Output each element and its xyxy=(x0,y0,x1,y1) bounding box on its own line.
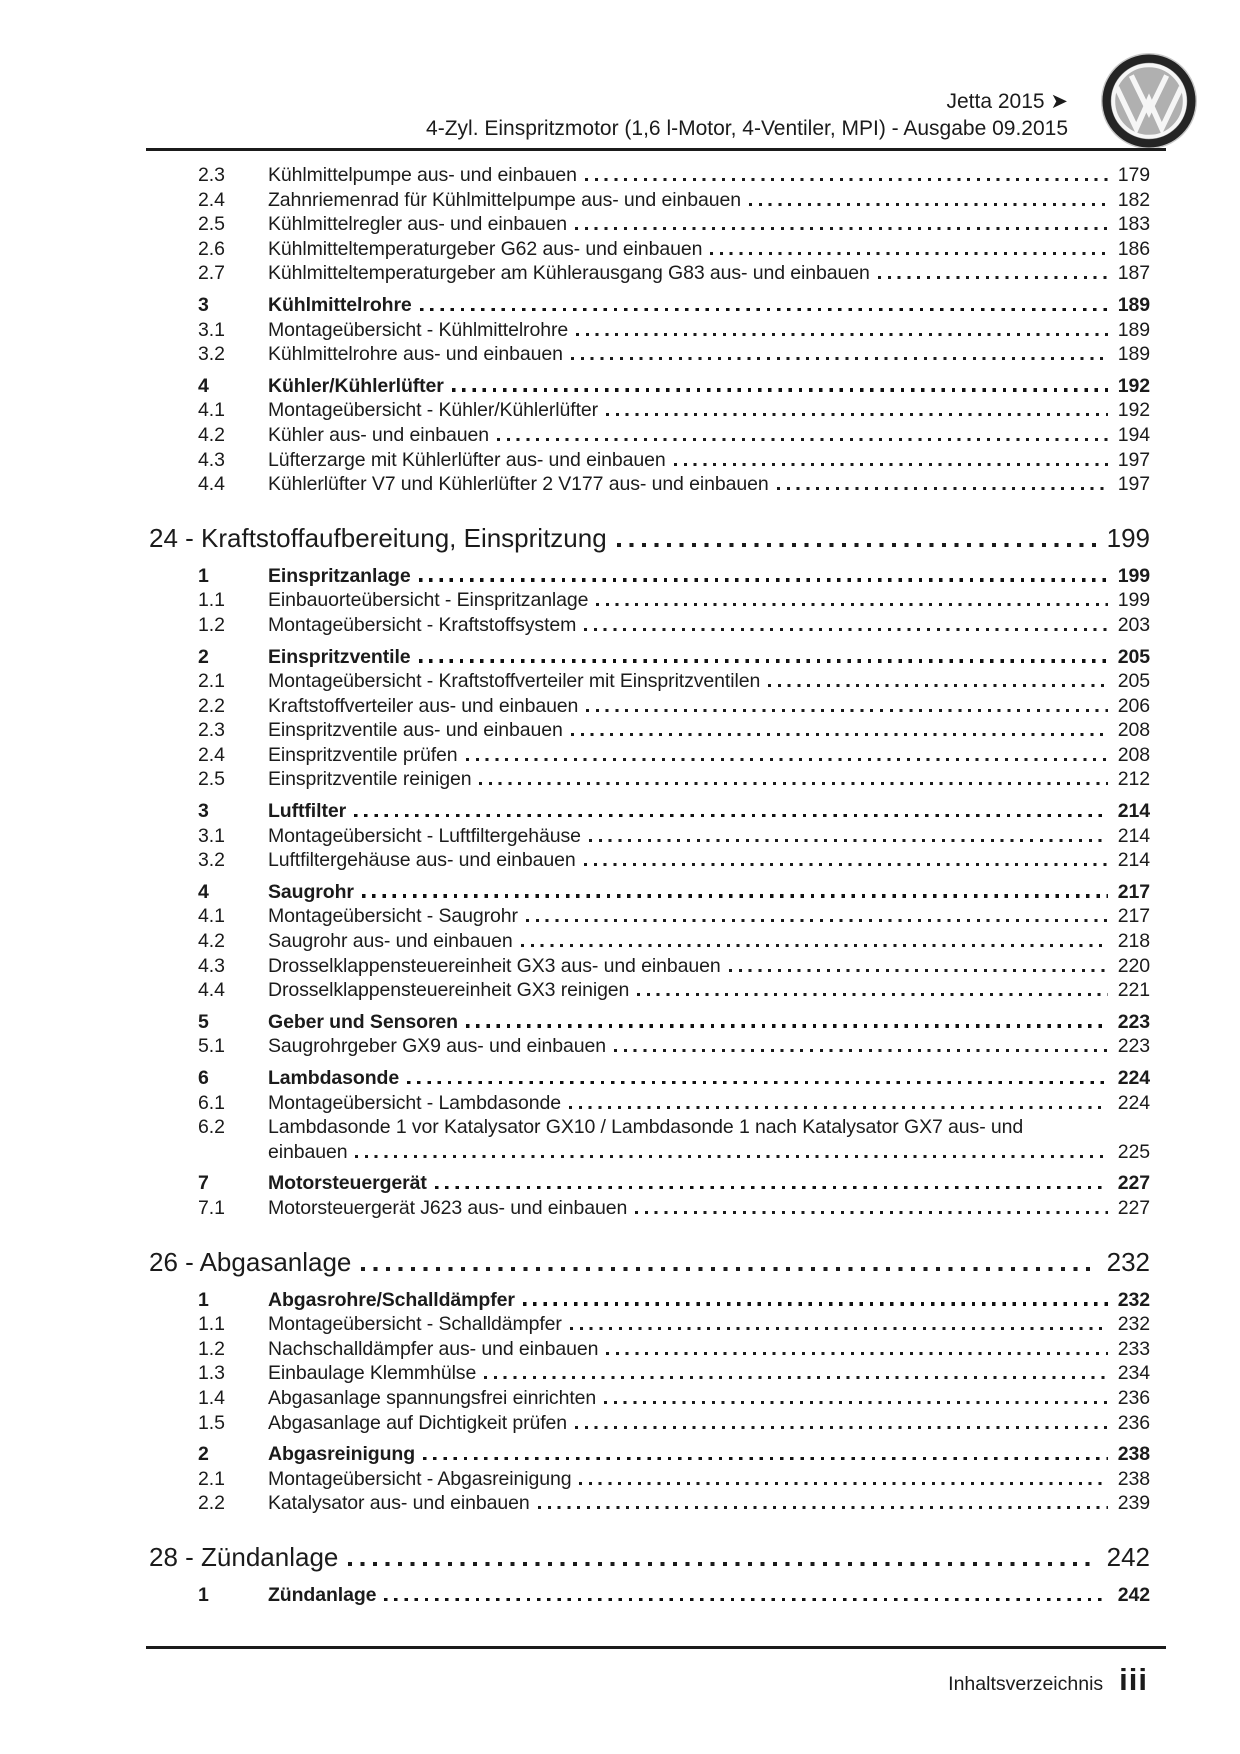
entry-title: Motorsteuergerät J623 aus- und einbauen xyxy=(268,1196,628,1219)
entry-number: 4.1 xyxy=(198,399,225,422)
toc-entry xyxy=(146,880,1150,905)
toc-entry xyxy=(146,188,1150,213)
dot-leader xyxy=(354,814,1108,817)
entry-page-number: 238 xyxy=(1117,1467,1150,1490)
entry-title: Geber und Sensoren xyxy=(268,1010,458,1033)
entry-page-number: 179 xyxy=(1117,164,1150,186)
dot-leader xyxy=(749,203,1108,206)
entry-page-number: 192 xyxy=(1117,374,1150,397)
entry-page-number: 208 xyxy=(1117,743,1150,766)
entry-page-number: 217 xyxy=(1117,905,1150,928)
dot-leader xyxy=(420,308,1108,311)
toc-entry xyxy=(146,398,1150,423)
entry-number: 2.1 xyxy=(198,670,225,693)
entry-page-number: 223 xyxy=(1117,1035,1150,1058)
entry-title: Saugrohr xyxy=(268,880,354,903)
entry-title: Lambdasonde 1 vor Katalysator GX10 / Lambdasonde 1 nach Katalysator GX7 aus- und xyxy=(268,1116,1024,1139)
dot-leader xyxy=(576,333,1108,336)
entry-page-number: 214 xyxy=(1117,800,1150,823)
toc-entry xyxy=(146,1034,1150,1059)
entry-page-number: 208 xyxy=(1117,719,1150,742)
entry-page-number: 212 xyxy=(1117,768,1150,791)
toc-chapter-row xyxy=(146,522,1150,554)
entry-number: 3.2 xyxy=(198,849,225,872)
entry-title: Katalysator aus- und einbauen xyxy=(268,1492,530,1515)
entry-page-number: 214 xyxy=(1117,849,1150,872)
entry-number: 2.3 xyxy=(198,164,225,186)
entry-number: 4.3 xyxy=(198,448,225,471)
entry-title: Einbauorteübersicht - Einspritzanlage xyxy=(268,589,589,612)
entry-title: Montageübersicht - Kraftstoffverteiler mit Einspritzventilen xyxy=(268,670,761,693)
dot-leader xyxy=(479,782,1108,785)
entry-number: 3.1 xyxy=(198,318,225,341)
header-divider xyxy=(146,148,1166,151)
dot-leader xyxy=(466,1024,1108,1027)
entry-number: 1.1 xyxy=(198,1313,225,1336)
dot-leader xyxy=(523,1302,1108,1305)
toc-entry xyxy=(146,212,1150,237)
toc-entry xyxy=(146,904,1150,929)
toc-entry xyxy=(146,1583,1150,1608)
page-footer xyxy=(948,1662,1148,1698)
dot-leader xyxy=(521,944,1108,947)
chapter-page-number: 242 xyxy=(1106,1541,1150,1572)
dot-leader xyxy=(497,438,1108,441)
toc-entry xyxy=(146,564,1150,589)
dot-leader xyxy=(452,388,1108,391)
toc-entry xyxy=(146,929,1150,954)
dot-leader xyxy=(419,578,1108,581)
entry-title: Einspritzventile prüfen xyxy=(268,743,458,766)
entry-title: Kühlmittelpumpe aus- und einbauen xyxy=(268,164,577,186)
entry-number: 2 xyxy=(198,1443,209,1466)
dot-leader xyxy=(637,993,1108,996)
entry-title: Drosselklappensteuereinheit GX3 reinigen xyxy=(268,979,630,1002)
entry-page-number: 217 xyxy=(1117,880,1150,903)
entry-number: 2.1 xyxy=(198,1467,225,1490)
toc-entry xyxy=(146,1361,1150,1386)
dot-leader xyxy=(407,1081,1108,1084)
dot-leader xyxy=(579,1482,1108,1485)
entry-number: 2.7 xyxy=(198,262,225,285)
toc-entry xyxy=(146,237,1150,262)
entry-number: 4.3 xyxy=(198,954,225,977)
dot-leader xyxy=(361,1267,1098,1271)
entry-page-number: 214 xyxy=(1117,824,1150,847)
toc-entry xyxy=(146,472,1150,497)
dot-leader xyxy=(466,758,1108,761)
toc-entry xyxy=(146,374,1150,399)
entry-number: 3 xyxy=(198,293,209,316)
entry-page-number: 197 xyxy=(1117,473,1150,496)
entry-page-number: 203 xyxy=(1117,613,1150,636)
entry-number: 4.1 xyxy=(198,905,225,928)
entry-title: Luftfilter xyxy=(268,800,347,823)
toc-entry xyxy=(146,448,1150,473)
entry-number: 6.1 xyxy=(198,1091,225,1114)
chapter-label: 26 - Abgasanlage xyxy=(149,1246,352,1277)
entry-number: 4.4 xyxy=(198,473,225,496)
footer-section-label: Inhaltsverzeichnis xyxy=(948,1673,1104,1695)
entry-page-number: 205 xyxy=(1117,645,1150,668)
page-header xyxy=(426,88,1068,142)
entry-title: Einspritzventile aus- und einbauen xyxy=(268,719,563,742)
entry-number: 3.1 xyxy=(198,824,225,847)
entry-number: 1.2 xyxy=(198,1337,225,1360)
toc-entry xyxy=(146,978,1150,1003)
toc-entry xyxy=(146,163,1150,188)
entry-number: 1 xyxy=(198,1583,209,1606)
toc-entry xyxy=(146,1442,1150,1467)
entry-title: Kühlmittelrohre xyxy=(268,293,412,316)
entry-number: 4 xyxy=(198,374,209,397)
toc-entry xyxy=(146,1386,1150,1411)
toc-entry xyxy=(146,1337,1150,1362)
entry-title: Abgasrohre/Schalldämpfer xyxy=(268,1288,515,1311)
entry-title: Motorsteuergerät xyxy=(268,1172,427,1195)
entry-number: 1.5 xyxy=(198,1411,225,1434)
entry-number: 5.1 xyxy=(198,1035,225,1058)
dot-leader xyxy=(538,1506,1108,1509)
dot-leader xyxy=(635,1211,1108,1214)
entry-title: Saugrohrgeber GX9 aus- und einbauen xyxy=(268,1035,606,1058)
dot-leader xyxy=(710,252,1108,255)
toc-entry xyxy=(146,1091,1150,1116)
dot-leader xyxy=(419,659,1108,662)
entry-title: Montageübersicht - Saugrohr xyxy=(268,905,518,928)
entry-page-number: 182 xyxy=(1117,188,1150,211)
entry-page-number: 232 xyxy=(1117,1313,1150,1336)
entry-title: Montageübersicht - Luftfiltergehäuse xyxy=(268,824,581,847)
entry-title: Einspritzanlage xyxy=(268,564,411,587)
entry-number: 3 xyxy=(198,800,209,823)
dot-leader xyxy=(355,1155,1108,1158)
entry-number: 4.4 xyxy=(198,979,225,1002)
entry-title: Kühlmitteltemperaturgeber G62 aus- und einbauen xyxy=(268,237,703,260)
dot-leader xyxy=(606,413,1108,416)
footer-divider xyxy=(146,1646,1166,1649)
entry-number: 2.2 xyxy=(198,694,225,717)
entry-number: 6 xyxy=(198,1067,209,1089)
toc-entry xyxy=(146,318,1150,343)
dot-leader xyxy=(575,227,1108,230)
dot-leader xyxy=(423,1457,1108,1460)
toc-chapter-row xyxy=(146,1541,1150,1573)
entry-page-number: 236 xyxy=(1117,1386,1150,1409)
dot-leader xyxy=(571,357,1108,360)
dot-leader xyxy=(729,969,1108,972)
entry-title: Kühlmitteltemperaturgeber am Kühlerausgang G83 aus- und einbauen xyxy=(268,262,870,285)
toc-entry xyxy=(146,1066,1150,1091)
entry-number: 2.6 xyxy=(198,237,225,260)
dot-leader xyxy=(575,1426,1108,1429)
toc-entry xyxy=(146,1171,1150,1196)
entry-page-number: 221 xyxy=(1117,979,1150,1002)
entry-page-number: 227 xyxy=(1117,1196,1150,1219)
dot-leader xyxy=(435,1186,1108,1189)
entry-number: 1.3 xyxy=(198,1362,225,1385)
dot-leader xyxy=(348,1562,1098,1566)
entry-number: 2 xyxy=(198,645,209,668)
entry-title: Abgasreinigung xyxy=(268,1443,416,1466)
chapter-label: 28 - Zündanlage xyxy=(149,1541,339,1572)
entry-page-number: 194 xyxy=(1117,423,1150,446)
entry-title: Kühlmittelregler aus- und einbauen xyxy=(268,213,568,236)
entry-number: 4.2 xyxy=(198,423,225,446)
header-model-line: Jetta 2015 ➤ xyxy=(946,90,1068,113)
vw-logo-icon xyxy=(1100,52,1198,150)
entry-title: Drosselklappensteuereinheit GX3 aus- und einbauen xyxy=(268,954,721,977)
dot-leader xyxy=(571,733,1108,736)
entry-title: Einbaulage Klemmhülse xyxy=(268,1362,477,1385)
entry-page-number: 189 xyxy=(1117,293,1150,316)
entry-title: Abgasanlage auf Dichtigkeit prüfen xyxy=(268,1411,568,1434)
toc-entry xyxy=(146,1288,1150,1313)
entry-title: einbauen xyxy=(268,1140,348,1163)
entry-page-number: 224 xyxy=(1117,1091,1150,1114)
footer-page-number: iii xyxy=(1119,1662,1148,1697)
entry-title: Zahnriemenrad für Kühlmittelpumpe aus- und einbauen xyxy=(268,188,741,211)
toc-entry xyxy=(146,848,1150,873)
entry-number: 1 xyxy=(198,1288,209,1311)
entry-number: 2.3 xyxy=(198,719,225,742)
entry-page-number: 233 xyxy=(1117,1337,1150,1360)
toc-entry xyxy=(146,613,1150,638)
entry-number: 2.4 xyxy=(198,188,225,211)
dot-leader xyxy=(586,709,1108,712)
toc-entry xyxy=(146,694,1150,719)
entry-page-number: 227 xyxy=(1117,1172,1150,1195)
toc-entry-continued xyxy=(146,1140,1150,1165)
toc xyxy=(146,163,1150,1608)
dot-leader xyxy=(606,1352,1108,1355)
dot-leader xyxy=(614,1049,1108,1052)
toc-entry xyxy=(146,954,1150,979)
entry-title: Kraftstoffverteiler aus- und einbauen xyxy=(268,694,579,717)
entry-page-number: 220 xyxy=(1117,954,1150,977)
dot-leader xyxy=(585,178,1108,181)
entry-title: Montageübersicht - Lambdasonde xyxy=(268,1091,561,1114)
chapter-page-number: 199 xyxy=(1106,522,1150,553)
dot-leader xyxy=(584,863,1108,866)
entry-page-number: 236 xyxy=(1117,1411,1150,1434)
dot-leader xyxy=(617,543,1098,547)
dot-leader xyxy=(570,1327,1108,1330)
entry-number: 2.5 xyxy=(198,768,225,791)
entry-title: Nachschalldämpfer aus- und einbauen xyxy=(268,1337,599,1360)
toc-entry xyxy=(146,1196,1150,1221)
toc-entry xyxy=(146,824,1150,849)
entry-page-number: 242 xyxy=(1117,1583,1150,1606)
entry-title: Kühler aus- und einbauen xyxy=(268,423,489,446)
entry-number: 1 xyxy=(198,564,209,587)
toc-entry xyxy=(146,342,1150,367)
entry-page-number: 206 xyxy=(1117,694,1150,717)
toc-entry xyxy=(146,1312,1150,1337)
entry-title: Kühlmittelrohre aus- und einbauen xyxy=(268,343,563,366)
entry-page-number: 199 xyxy=(1117,564,1150,587)
toc-entry xyxy=(146,293,1150,318)
entry-title: Kühler/Kühlerlüfter xyxy=(268,374,444,397)
toc-chapter-row xyxy=(146,1246,1150,1278)
entry-page-number: 205 xyxy=(1117,670,1150,693)
entry-number: 2.2 xyxy=(198,1492,225,1515)
dot-leader xyxy=(526,919,1108,922)
toc-entry xyxy=(146,669,1150,694)
entry-title: Lambdasonde xyxy=(268,1067,400,1089)
dot-leader xyxy=(384,1598,1108,1601)
dot-leader xyxy=(484,1376,1108,1379)
entry-page-number: 238 xyxy=(1117,1443,1150,1466)
entry-page-number: 232 xyxy=(1117,1288,1150,1311)
entry-page-number: 224 xyxy=(1117,1067,1150,1089)
header-subtitle-line: 4-Zyl. Einspritzmotor (1,6 l-Motor, 4-Ventiler, MPI) - Ausgabe 09.2015 xyxy=(426,117,1068,140)
entry-title: Luftfiltergehäuse aus- und einbauen xyxy=(268,849,576,872)
entry-number: 5 xyxy=(198,1010,209,1033)
entry-title: Einspritzventile xyxy=(268,645,411,668)
entry-title: Montageübersicht - Abgasreinigung xyxy=(268,1467,572,1490)
dot-leader xyxy=(362,894,1108,897)
toc-entry xyxy=(146,1115,1150,1140)
toc-entry xyxy=(146,799,1150,824)
entry-number: 1.1 xyxy=(198,589,225,612)
chapter-page-number: 232 xyxy=(1106,1246,1150,1277)
entry-title: Montageübersicht - Kühlmittelrohre xyxy=(268,318,569,341)
entry-page-number: 223 xyxy=(1117,1010,1150,1033)
toc-entry xyxy=(146,261,1150,286)
entry-number: 4 xyxy=(198,880,209,903)
dot-leader xyxy=(584,628,1108,631)
toc-entry xyxy=(146,423,1150,448)
entry-number: 2.4 xyxy=(198,743,225,766)
dot-leader xyxy=(768,684,1108,687)
entry-page-number: 186 xyxy=(1117,237,1150,260)
entry-number: 7 xyxy=(198,1172,209,1195)
entry-title: Einspritzventile reinigen xyxy=(268,768,472,791)
toc-entry xyxy=(146,1411,1150,1436)
entry-title: Zündanlage xyxy=(268,1583,377,1606)
entry-number: 1.2 xyxy=(198,613,225,636)
dot-leader xyxy=(604,1401,1108,1404)
chapter-label: 24 - Kraftstoffaufbereitung, Einspritzung xyxy=(149,522,607,553)
entry-number: 6.2 xyxy=(198,1116,225,1139)
toc-entry xyxy=(146,645,1150,670)
entry-title: Kühlerlüfter V7 und Kühlerlüfter 2 V177 aus- und einbauen xyxy=(268,473,769,496)
entry-page-number: 199 xyxy=(1117,589,1150,612)
entry-number: 7.1 xyxy=(198,1196,225,1219)
toc-entry xyxy=(146,1467,1150,1492)
entry-number: 1.4 xyxy=(198,1386,225,1409)
dot-leader xyxy=(878,276,1108,279)
entry-page-number: 218 xyxy=(1117,930,1150,953)
entry-title: Abgasanlage spannungsfrei einrichten xyxy=(268,1386,597,1409)
toc-entry xyxy=(146,718,1150,743)
toc-entry xyxy=(146,743,1150,768)
entry-page-number: 189 xyxy=(1117,318,1150,341)
entry-title: Montageübersicht - Kühler/Kühlerlüfter xyxy=(268,399,599,422)
entry-number: 3.2 xyxy=(198,343,225,366)
entry-number: 4.2 xyxy=(198,930,225,953)
entry-title: Montageübersicht - Schalldämpfer xyxy=(268,1313,562,1336)
entry-page-number: 187 xyxy=(1117,262,1150,285)
entry-page-number: 225 xyxy=(1117,1140,1150,1163)
toc-entry xyxy=(146,1010,1150,1035)
toc-entry xyxy=(146,588,1150,613)
toc-entry xyxy=(146,767,1150,792)
entry-page-number: 234 xyxy=(1117,1362,1150,1385)
entry-page-number: 197 xyxy=(1117,448,1150,471)
entry-page-number: 183 xyxy=(1117,213,1150,236)
dot-leader xyxy=(777,487,1108,490)
entry-page-number: 189 xyxy=(1117,343,1150,366)
dot-leader xyxy=(569,1106,1108,1109)
entry-title: Lüfterzarge mit Kühlerlüfter aus- und einbauen xyxy=(268,448,666,471)
dot-leader xyxy=(589,839,1108,842)
toc-entry xyxy=(146,1491,1150,1516)
entry-title: Montageübersicht - Kraftstoffsystem xyxy=(268,613,577,636)
entry-page-number: 192 xyxy=(1117,399,1150,422)
entry-page-number: 239 xyxy=(1117,1492,1150,1515)
dot-leader xyxy=(596,603,1108,606)
entry-number: 2.5 xyxy=(198,213,225,236)
entry-title: Saugrohr aus- und einbauen xyxy=(268,930,513,953)
dot-leader xyxy=(674,463,1108,466)
